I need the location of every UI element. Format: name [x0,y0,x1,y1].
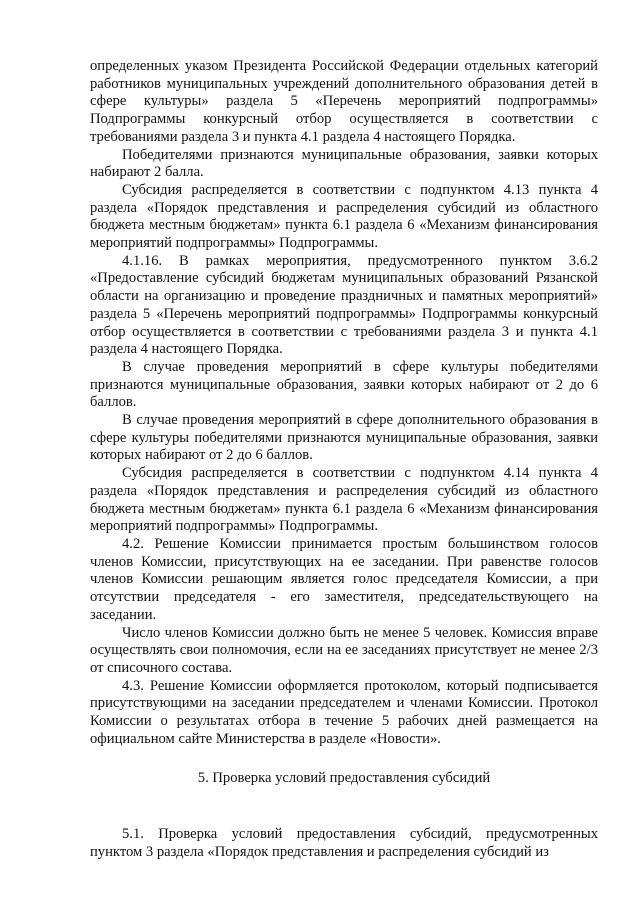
paragraph: Субсидия распределяется в соответствии с подпунктом 4.14 пункта 4 раздела «Порядок представления и распределения субсидий из областного бюджета местным бюджетам» пункта 6.1 раздела 6 «Механизм финансирования мероприятий подпрограммы» Подпрограммы. [90,465,598,535]
paragraph: 4.3. Решение Комиссии оформляется протоколом, который подписывается присутствующими на заседании председателем и членами Комиссии. Протокол Комиссии о результатах отбора в течение 5 рабочих дней размещается на официальном сайте Министерства в разделе «Новости». [90,677,598,747]
paragraph-continuation: определенных указом Президента Российской Федерации отдельных категорий работников муниципальных учреждений дополнительного образования детей в сфере культуры» раздела 5 «Перечень мероприятий подпрограммы» Подпрограммы конкурсный отбор осуществляется в соответствии с требованиями раздела 3 и пункта 4.1 раздела 4 настоящего Порядка. [90,58,598,145]
paragraph: 4.1.16. В рамках мероприятия, предусмотренного пунктом 3.6.2 «Предоставление субсидий бюджетам муниципальных образований Рязанской области на организацию и проведение праздничных и памятных мероприятий» раздела 5 «Перечень мероприятий подпрограммы» Подпрограммы конкурсный отбор осуществляется в соответствии с требованиями раздела 3 и пункта 4.1 раздела 4 настоящего Порядка. [90,252,598,358]
paragraph: В случае проведения мероприятий в сфере культуры победителями признаются муниципальные образования, заявки которых набирают от 2 до 6 баллов. [90,358,598,411]
paragraph: Число членов Комиссии должно быть не менее 5 человек. Комиссия вправе осуществлять свои полномочия, если на ее заседаниях присутствует не менее 2/3 от списочного состава. [90,624,598,676]
section-heading: 5. Проверка условий предоставления субсидий [197,770,491,786]
paragraph-final: 5.1. Проверка условий предоставления субсидий, предусмотренных пунктом 3 раздела «Порядок представления и распределения субсидий из [90,826,598,860]
document-body [90,58,598,748]
paragraph: В случае проведения мероприятий в сфере дополнительного образования в сфере культуры победителями признаются муниципальные образования, заявки которых набирают от 2 до 6 баллов. [90,412,598,464]
document-tail [90,826,598,861]
paragraph: Субсидия распределяется в соответствии с подпунктом 4.13 пункта 4 раздела «Порядок представления и распределения субсидий из областного бюджета местным бюджетам» пункта 6.1 раздела 6 «Механизм финансирования мероприятий подпрограммы» Подпрограммы. [90,181,598,252]
paragraph: 4.2. Решение Комиссии принимается простым большинством голосов членов Комиссии, присутствующих на ее заседании. При равенстве голосов членов Комиссии решающим является голос председателя Комиссии, а при отсутствии председателя - его заместителя, председательствующего на заседании. [90,535,598,623]
paragraph: Победителями признаются муниципальные образования, заявки которых набирают 2 балла. [90,146,598,181]
